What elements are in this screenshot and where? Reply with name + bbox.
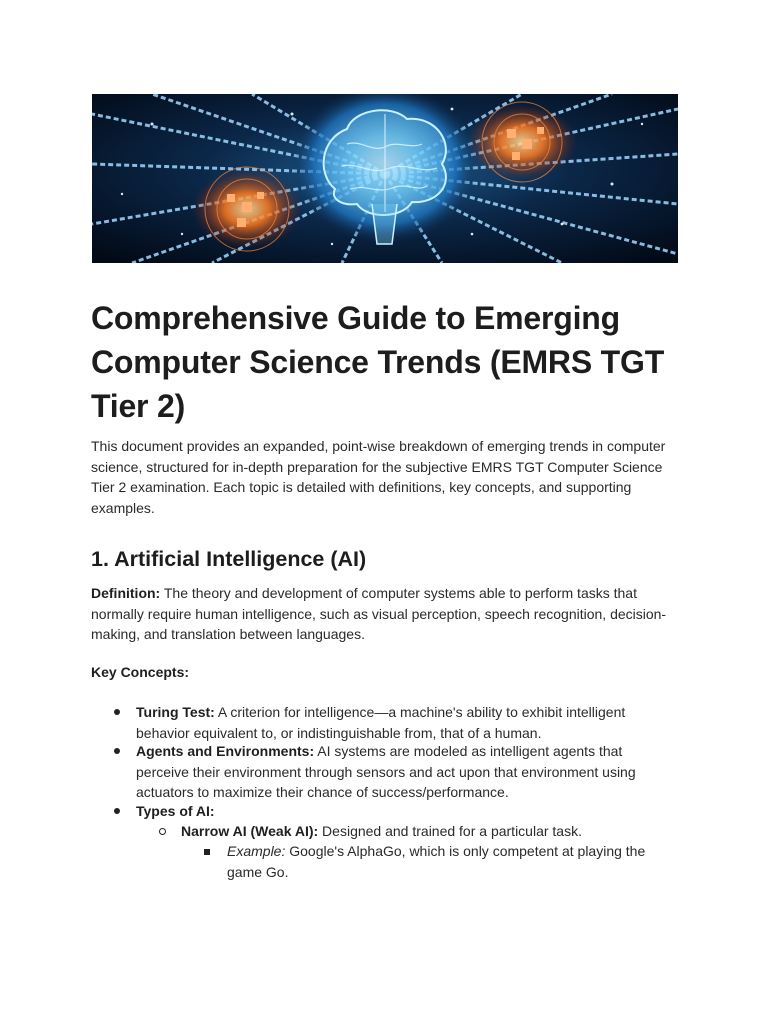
page-title: Comprehensive Guide to Emerging Computer Science Trends (EMRS TGT Tier 2) <box>91 300 665 424</box>
list-item-turing-test <box>136 702 676 743</box>
bullet-icon <box>114 741 122 761</box>
definition-label: Definition: <box>91 585 161 601</box>
key-concepts-label: Key Concepts: <box>91 664 190 680</box>
definition-text: The theory and development of computer systems able to perform tasks that normally require human intelligence, such as visual perception, speech recognition, decision-making, and translation between languages. <box>91 585 667 642</box>
types-label: Types of AI: <box>136 803 215 819</box>
intro-paragraph: This document provides an expanded, point-wise breakdown of emerging trends in computer science, structured for in-depth preparation for the subjective EMRS TGT Computer Science Tier 2 examination. Each topic is detailed with definitions, key concepts, and supporting examples. <box>91 438 666 516</box>
turing-test-label: Turing Test: <box>136 704 215 720</box>
agents-label: Agents and Environments: <box>136 743 315 759</box>
turing-test-text: A criterion for intelligence—a machine's ability to exhibit intelligent behavior equivalent to, or indistinguishable from, that of a human. <box>136 704 626 741</box>
list-item-types-of-ai <box>136 801 676 822</box>
list-item-agents-environments <box>136 741 676 803</box>
definition-paragraph <box>91 583 681 645</box>
narrow-ai-label: Narrow AI (Weak AI): <box>181 823 319 839</box>
bullet-icon <box>114 702 122 722</box>
example-text: Google's AlphaGo, which is only competent at playing the game Go. <box>227 843 646 880</box>
square-bullet-icon <box>204 841 212 861</box>
section-heading-ai: 1. Artificial Intelligence (AI) <box>91 547 367 571</box>
hero-image <box>92 94 678 263</box>
narrow-ai-text: Designed and trained for a particular task. <box>318 823 582 839</box>
bullet-icon <box>114 801 122 821</box>
example-label: Example: <box>227 843 286 859</box>
agents-text: AI systems are modeled as intelligent agents that perceive their environment through sensors and act upon that environment using actuators to maximize their chance of success/performance. <box>136 743 636 800</box>
brain-network-icon <box>92 94 678 263</box>
sub-item-narrow-ai <box>181 821 681 842</box>
circle-bullet-icon <box>159 821 167 841</box>
sub-sub-item-example <box>227 841 675 882</box>
